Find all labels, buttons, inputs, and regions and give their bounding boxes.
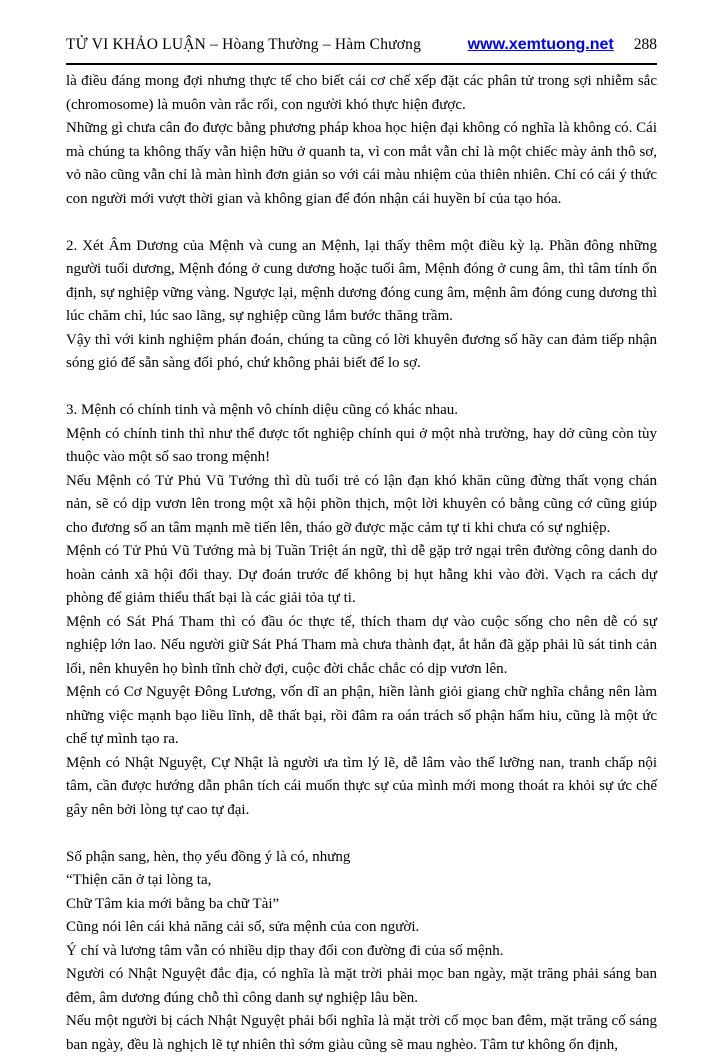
document-body	[66, 70, 657, 1057]
paragraph: “Thiện căn ở tại lòng ta,	[66, 872, 212, 888]
paragraph: Mệnh có Nhật Nguyệt, Cự Nhật là người ưa tìm lý lẽ, dễ lâm vào thế lưỡng nan, tranh chấp nội tâm, cần được hướng dẫn phân tích cái muốn thực sự của mình mới mong thoát ra khỏi sự ức chế gây nên bởi lòng tự cao tự đại.	[66, 754, 657, 818]
paragraph: Nếu Mệnh có Tử Phủ Vũ Tướng thì dù tuổi trẻ có lận đạn khó khăn cũng đừng thất vọng chán nản, sẽ có dịp vươn lên trong một xã hội phồn thịch, một lời khuyên có bằng cũng cớ cũng giúp cho đương số an tâm mạnh mẽ tiến lên, tháo gỡ được mặc cảm tự ti khi chưa có sự nghiệp.	[66, 472, 657, 536]
paragraph: Những gì chưa cân đo được bằng phương pháp khoa học hiện đại không có nghĩa là không có. Cái mà chúng ta không thấy vẫn hiện hữu ở quanh ta, vì con mắt vẫn chỉ là một chiếc mày ảnh thô sơ, vỏ não cũng vẫn chỉ là màn hình đơn giản so với cái màu nhiệm của thiên nhiên. Chỉ có cái ý thức con người mới vượt thời gian và không gian để đón nhận cái huyền bí của tạo hóa.	[66, 120, 657, 207]
paragraph: Mệnh có Tử Phủ Vũ Tướng mà bị Tuần Triệt án ngữ, thì dễ gặp trở ngại trên đường công danh do hoàn cảnh xã hội đổi thay. Dự đoán trước để không bị hụt hẫng khi vào đời. Vạch ra cách dự phòng để giảm thiểu thất bại là các giải tỏa tự ti.	[66, 543, 657, 606]
blank-line	[66, 822, 657, 846]
paragraph: 2. Xét Âm Dương của Mệnh và cung an Mệnh, lại thấy thêm một điều kỳ lạ. Phần đông những người tuổi dương, Mệnh đóng ở cung dương hoặc tuổi âm, Mệnh đóng ở cung âm, thì tâm tính ổn định, sự nghiệp vững vàng. Ngược lại, mệnh dương đóng cung âm, mệnh âm đóng cung dương thì lúc chăm chỉ, lúc sao lãng, sự nghiệp cũng lắm bước thăng trầm.	[66, 237, 657, 324]
header-rule	[66, 63, 657, 65]
paragraph: Nếu một người bị cách Nhật Nguyệt phải bối nghĩa là mặt trời cố mọc ban đêm, mặt trăng cố sáng ban ngày, đều là nghịch lẽ tự nhiên thì sớm giàu cũng sẽ mau nghèo. Tâm tư không ổn định,	[66, 1013, 657, 1053]
paragraph: là điều đáng mong đợi nhưng thực tế cho biết cái cơ chế xếp đặt các phân tử trong sợi nhiễm sắc (chromosome) là muôn vàn rắc rối, con người khó thực hiện được.	[66, 73, 657, 113]
paragraph: Cũng nói lên cái khả năng cải số, sửa mệnh của con người.	[66, 919, 420, 935]
paragraph: Người có Nhật Nguyệt đắc địa, có nghĩa là mặt trời phải mọc ban ngày, mặt trăng phải sáng ban đêm, âm dương đúng chỗ thì công danh sự nghiệp lâu bền.	[66, 966, 657, 1006]
paragraph: 3. Mệnh có chính tinh và mệnh vô chính diệu cũng có khác nhau.	[66, 402, 458, 418]
page-header	[66, 36, 657, 54]
paragraph: Chữ Tâm kia mới bằng ba chữ Tài”	[66, 895, 280, 912]
paragraph: Mệnh có Cơ Nguyệt Đông Lương, vốn dĩ an phận, hiền lành giỏi giang chữ nghĩa chẳng nên làm những việc mạnh bạo liều lĩnh, dễ thất bại, rồi đâm ra oán trách số phận hẩm hiu, cũng là một ức chế tự mình tạo ra.	[66, 684, 657, 747]
header-title: TỬ VI KHẢO LUẬN – Hòang Thường – Hàm Chương	[66, 36, 422, 53]
blank-line	[66, 376, 657, 400]
paragraph: Vậy thì với kinh nghiệm phán đoán, chúng ta cũng có lời khuyên đương số hãy can đảm tiếp nhận sóng gió để sẵn sàng đối phó, chứ không phải biết để lo sợ.	[66, 331, 657, 371]
paragraph: Mệnh có Sát Phá Tham thì có đầu óc thực tế, thích tham dự vào cuộc sống cho nên dễ có sự nghiệp lớn lao. Nếu người giữ Sát Phá Tham mà chưa thành đạt, ắt hẳn đã gặp phải lũ sát tinh cản lối, nên khuyên họ bình tĩnh chờ đợi, cuộc đời chắc chắc có dịp vươn lên.	[66, 613, 657, 677]
paragraph: Số phận sang, hèn, thọ yểu đồng ý là có, nhưng	[66, 848, 351, 865]
website-link[interactable]: www.xemtuong.net	[467, 36, 614, 53]
page-number: 288	[633, 36, 657, 53]
paragraph: Mệnh có chính tinh thì như thể được tốt nghiệp chính qui ở một nhà trường, hay dở cũng còn tùy thuộc vào một số sao trong mệnh!	[66, 425, 657, 465]
paragraph: Ý chí và lương tâm vẫn có nhiều dịp thay đổi con đường đi của số mệnh.	[66, 942, 504, 959]
blank-line	[66, 211, 657, 235]
